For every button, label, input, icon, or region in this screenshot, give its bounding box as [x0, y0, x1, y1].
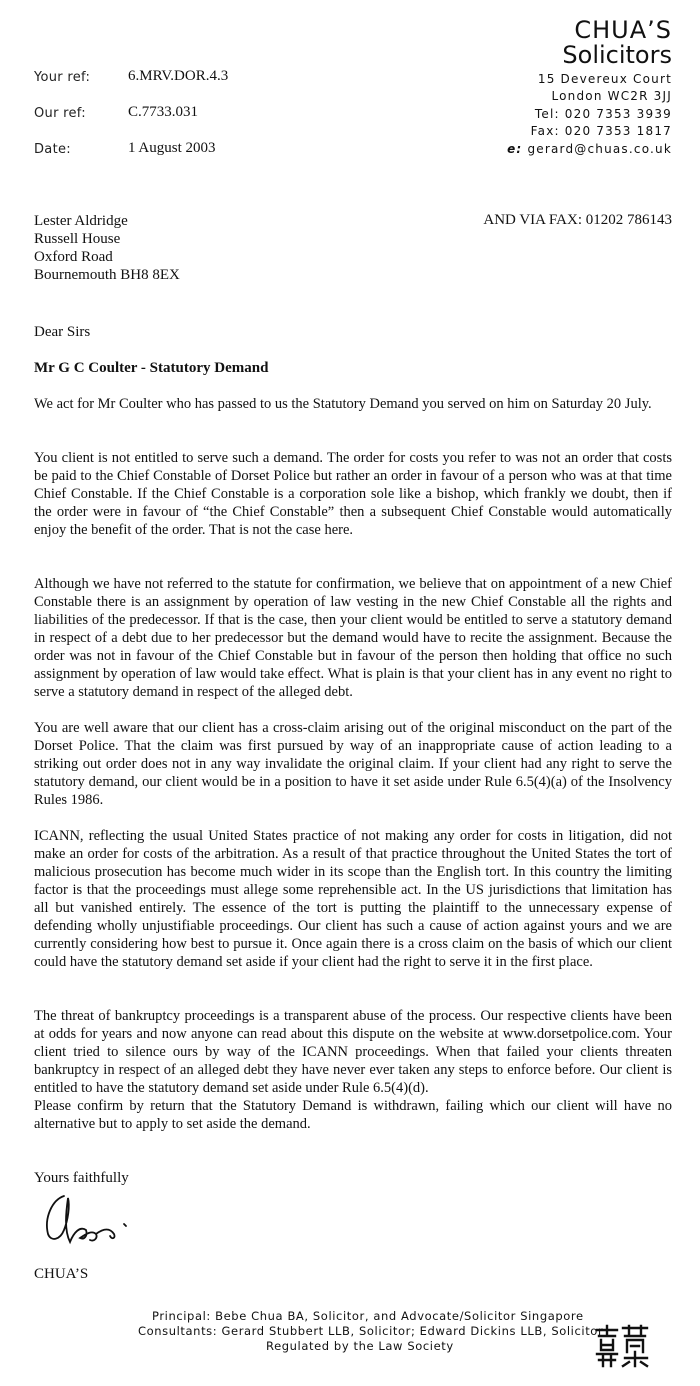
email-label: e:	[507, 142, 523, 156]
signoff: CHUA’S	[34, 1266, 89, 1282]
body-paragraph: ICANN, reflecting the usual United States practice of not making any order for costs in litigation, did not make an order for costs of the arbitration. As a result of that practice throughout the United States the tort of malicious prosecution has become much wider in its scope than the English tort. In this country the limiting factor is that the proceedings must allege some reprehensible act. In the US jurisdictions that limitation has all but vanished entirely. The essence of the tort is putting the plaintiff to the unnecessary expense of defending wholly unjustifiable proceedings. Our client has such a cause of action against yours and we are currently considering how best to pursue it. Once again there is a cross claim on the basis of which our client could have the statutory demand set aside if your client had the right to serve it in the first place.	[34, 828, 672, 970]
recipient-line1: Lester Aldridge	[34, 213, 128, 229]
recipient-line4: Bournemouth BH8 8EX	[34, 267, 180, 283]
footer-principal: Principal: Bebe Chua BA, Solicitor, and Advocate/Solicitor Singapore	[152, 1309, 584, 1323]
firm-email: gerard@chuas.co.uk	[527, 142, 672, 156]
firm-subtitle: Solicitors	[562, 41, 672, 69]
body-paragraph: Please confirm by return that the Statutory Demand is withdrawn, failing which our client will have no alternative but to apply to set aside the demand.	[34, 1098, 672, 1132]
date-label: Date:	[34, 142, 71, 157]
subject-heading: Mr G C Coulter - Statutory Demand	[34, 360, 269, 376]
your-ref-label: Your ref:	[34, 70, 91, 85]
body-paragraph: We act for Mr Coulter who has passed to us the Statutory Demand you served on him on Saturday 20 July.	[34, 396, 652, 412]
calligraphy-seal-icon	[593, 1324, 651, 1368]
footer-regulation: Regulated by the Law Society	[266, 1339, 454, 1353]
closing: Yours faithfully	[34, 1170, 129, 1186]
body-paragraph: Although we have not referred to the statute for confirmation, we believe that on appointment of a new Chief Constable there is an assignment by operation of law vesting in the new Chief Constable all the rights and liabilities of the predecessor. If that is the case, then your client would be entitled to serve a statutory demand in respect of a debt due to her predecessor but the demand would have to recite the assignment. Because the order was not in favour of the Chief Constable but in favour of the person then holding that office no such assignment by operation of law would take effect. What is plain is that your client has in any event no right to serve a statutory demand in respect of the alleged debt.	[34, 576, 672, 700]
recipient-line3: Oxford Road	[34, 249, 113, 265]
your-ref-value: 6.MRV.DOR.4.3	[128, 68, 229, 84]
firm-fax: Fax: 020 7353 1817	[530, 124, 672, 138]
firm-telephone: Tel: 020 7353 3939	[534, 107, 672, 121]
our-ref-value: C.7733.031	[128, 104, 199, 120]
footer-consultants: Consultants: Gerard Stubbert LLB, Solicitor; Edward Dickins LLB, Solicitor	[138, 1324, 604, 1338]
fax-note: AND VIA FAX: 01202 786143	[483, 212, 672, 228]
recipient-line2: Russell House	[34, 231, 121, 247]
body-paragraph: The threat of bankruptcy proceedings is a transparent abuse of the process. Our respective clients have been at odds for years and now anyone can read about this dispute on the website at www.dorsetpolice.com. Your client tried to silence ours by way of the ICANN proceedings. When that failed your clients threaten bankruptcy in respect of an alleged debt they have never ever taken any steps to enforce before. Our client is entitled to have the statutory demand set aside under Rule 6.5(4)(d).	[34, 1008, 672, 1096]
firm-email-line	[507, 141, 672, 157]
body-paragraph: You are well aware that our client has a cross-claim arising out of the original misconduct on the part of the Dorset Police. That the claim was first pursued by way of an inappropriate cause of action leading to a striking out order does not in any way invalidate the original claim. If your client had any right to serve the statutory demand, our client would be in a position to have it set aside under Rule 6.5(4)(a) of the Insolvency Rules 1986.	[34, 720, 672, 808]
handwritten-signature	[34, 1190, 154, 1250]
our-ref-label: Our ref:	[34, 106, 86, 121]
firm-address-line2: London WC2R 3JJ	[551, 89, 672, 103]
firm-name: CHUA’S	[574, 16, 672, 44]
date-value: 1 August 2003	[128, 140, 216, 156]
salutation: Dear Sirs	[34, 324, 91, 340]
body-paragraph: You client is not entitled to serve such a demand. The order for costs you refer to was not an order that costs be paid to the Chief Constable of Dorset Police but rather an order in favour of a person who was at that time Chief Constable. If the Chief Constable is a corporation sole like a bishop, which frankly we doubt, then if the order were in favour of “the Chief Constable” then a subsequent Chief Constable would automatically enjoy the benefit of the order. That is not the case here.	[34, 450, 672, 538]
firm-address-line1: 15 Devereux Court	[537, 72, 672, 86]
